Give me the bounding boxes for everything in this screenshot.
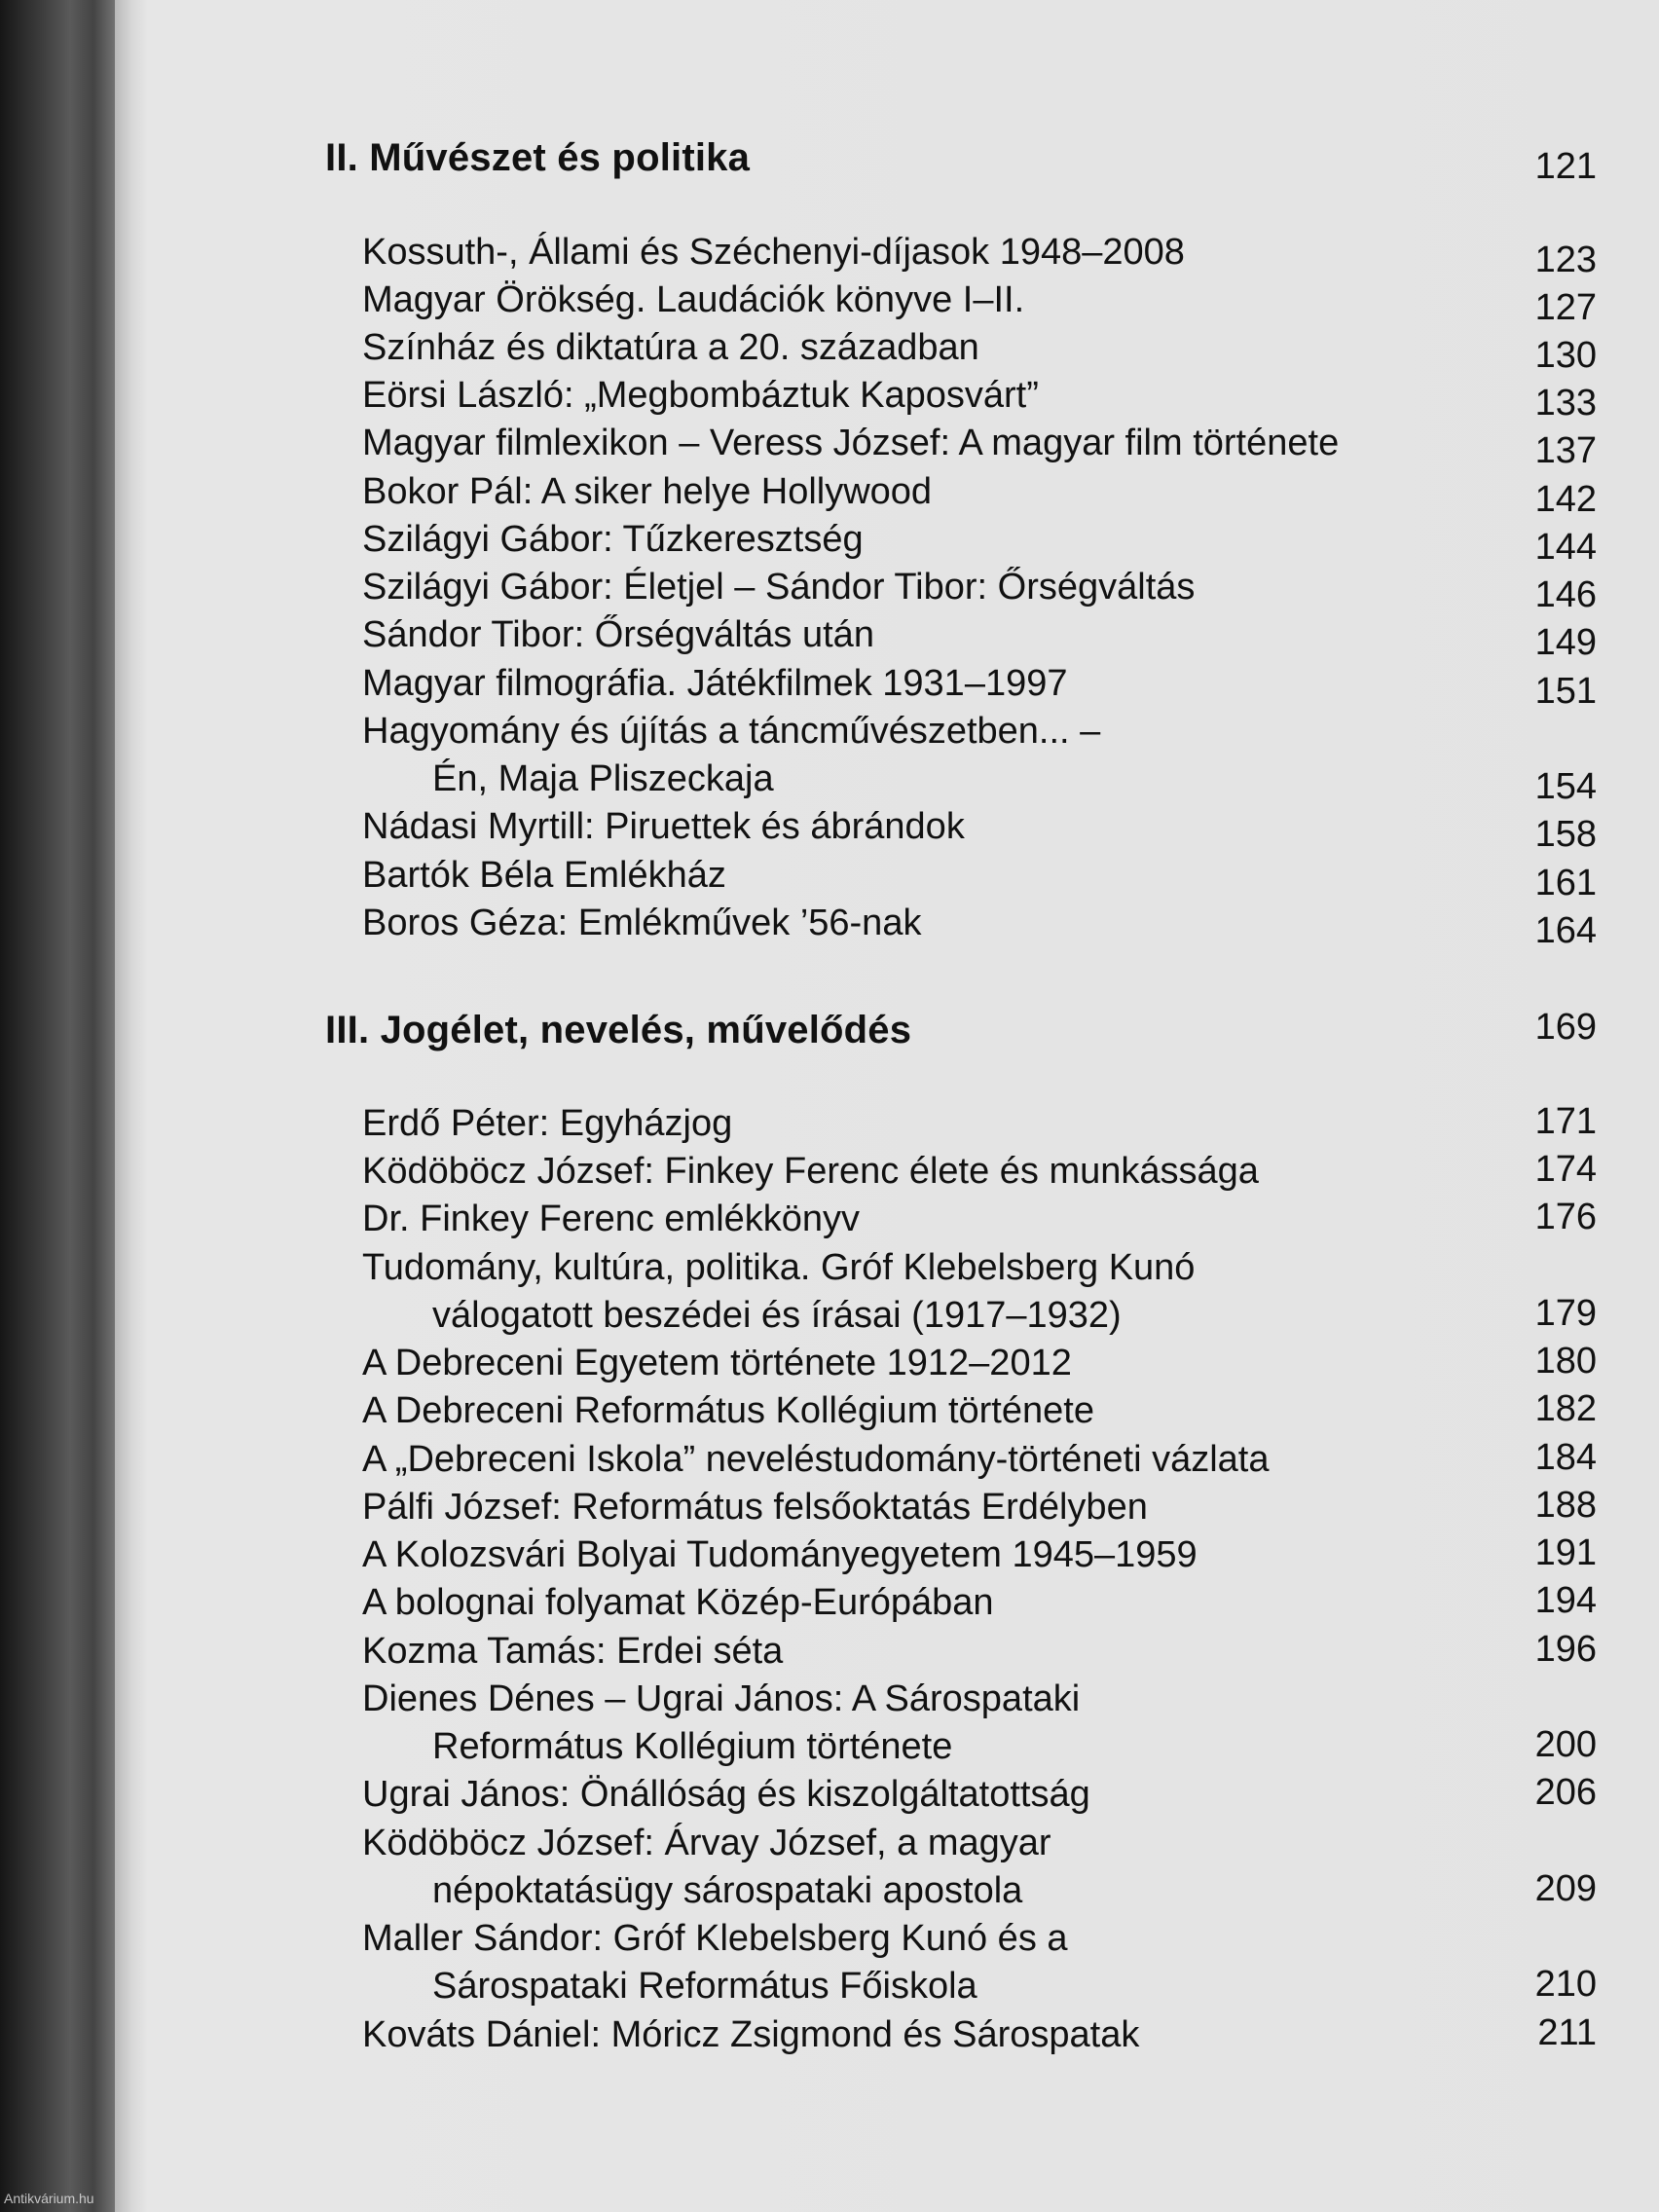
page-number: 171 — [1534, 1101, 1597, 1142]
page-number: 149 — [1534, 622, 1597, 663]
page-number: 133 — [1534, 383, 1597, 424]
page-number: 200 — [1534, 1724, 1597, 1765]
page-number: 180 — [1534, 1341, 1597, 1382]
watermark: Antikvárium.hu — [4, 2191, 94, 2206]
entry-title: A „Debreceni Iskola” neveléstudomány-történeti vázlata — [362, 1439, 1270, 1480]
entry-title: Pálfi József: Református felsőoktatás Erdélyben — [362, 1487, 1148, 1528]
entry-title: Magyar filmográfia. Játékfilmek 1931–1997 — [362, 663, 1068, 704]
entry-title: Tudomány, kultúra, politika. Gróf Klebelsberg Kunó — [362, 1247, 1196, 1288]
entry-title: Kováts Dániel: Móricz Zsigmond és Sárospatak — [362, 2014, 1140, 2055]
entry-continuation: válogatott beszédei és írásai (1917–1932) — [432, 1295, 1122, 1336]
page-number: 154 — [1534, 766, 1597, 807]
entry-continuation: Én, Maja Pliszeckaja — [432, 758, 774, 799]
page-number: 158 — [1534, 814, 1597, 855]
page-number: 206 — [1534, 1772, 1597, 1813]
toc-page — [115, 0, 1659, 2212]
page-number: 184 — [1534, 1437, 1597, 1478]
page-number: 127 — [1534, 287, 1597, 328]
entry-title: A Kolozsvári Bolyai Tudományegyetem 1945–1959 — [362, 1534, 1198, 1575]
page-number: 161 — [1534, 863, 1597, 903]
entry-title: Kozma Tamás: Erdei séta — [362, 1631, 784, 1672]
section-title: II. Művészet és politika — [325, 136, 751, 179]
entry-title: Dienes Dénes – Ugrai János: A Sárospataki — [362, 1678, 1081, 1719]
page-number: 164 — [1534, 910, 1597, 951]
page-number: 182 — [1534, 1388, 1597, 1429]
toc-entry — [115, 897, 1659, 955]
section-title: III. Jogélet, nevelés, művelődés — [325, 1009, 912, 1051]
page-number: 188 — [1534, 1485, 1597, 1526]
page-number: 196 — [1534, 1629, 1597, 1670]
entry-title: Ködöböcz József: Finkey Ferenc élete és munkássága — [362, 1151, 1259, 1192]
page-number: 211 — [1537, 2012, 1597, 2053]
page-number: 209 — [1534, 1868, 1597, 1909]
entry-title: Dr. Finkey Ferenc emlékkönyv — [362, 1198, 861, 1239]
entry-title: Erdő Péter: Egyházjog — [362, 1103, 733, 1144]
entry-title: Maller Sándor: Gróf Klebelsberg Kunó és a — [362, 1918, 1068, 1959]
toc-entry — [115, 2009, 1659, 2067]
page-number: 194 — [1534, 1580, 1597, 1621]
page-number: 151 — [1534, 671, 1597, 712]
section-2-heading — [115, 130, 1659, 189]
page-number: 146 — [1534, 574, 1597, 615]
entry-title: A bolognai folyamat Közép-Európában — [362, 1582, 994, 1623]
entry-title: Hagyomány és újítás a táncművészetben... – — [362, 711, 1101, 752]
page-number: 179 — [1534, 1293, 1597, 1334]
entry-title: Szilágyi Gábor: Tűzkeresztség — [362, 519, 864, 560]
entry-continuation: Sárospataki Református Főiskola — [432, 1966, 977, 2007]
entry-title: Eörsi László: „Megbombáztuk Kaposvárt” — [362, 375, 1039, 416]
page-number: 169 — [1534, 1007, 1597, 1048]
page-number: 176 — [1534, 1197, 1597, 1237]
entry-continuation: népoktatásügy sárospataki apostola — [432, 1870, 1023, 1911]
entry-title: Színház és diktatúra a 20. században — [362, 327, 979, 368]
page-number: 142 — [1534, 479, 1597, 520]
entry-title: Boros Géza: Emlékművek ’56-nak — [362, 903, 922, 943]
entry-title: Szilágyi Gábor: Életjel – Sándor Tibor: Őrségváltás — [362, 567, 1196, 608]
entry-title: Ködöböcz József: Árvay József, a magyar — [362, 1823, 1051, 1863]
entry-title: Magyar Örökség. Laudációk könyve I–II. — [362, 279, 1025, 320]
page-number: 137 — [1534, 430, 1597, 471]
entry-continuation: Református Kollégium története — [432, 1726, 953, 1767]
page-number: 144 — [1534, 527, 1597, 568]
entry-title: Sándor Tibor: Őrségváltás után — [362, 614, 874, 655]
entry-title: Nádasi Myrtill: Piruettek és ábrándok — [362, 806, 965, 847]
entry-title: A Debreceni Egyetem története 1912–2012 — [362, 1343, 1072, 1383]
entry-title: Bokor Pál: A siker helye Hollywood — [362, 471, 933, 512]
book-spine-shadow — [0, 0, 117, 2212]
page-number: 191 — [1534, 1532, 1597, 1573]
page-number: 130 — [1534, 335, 1597, 376]
page-number: 123 — [1534, 240, 1597, 280]
entry-title: A Debreceni Református Kollégium története — [362, 1390, 1094, 1431]
page-number: 121 — [1534, 146, 1597, 187]
page-number: 210 — [1534, 1964, 1597, 2005]
entry-title: Magyar filmlexikon – Veress József: A magyar film története — [362, 423, 1340, 463]
section-3-heading — [115, 1003, 1659, 1061]
page-number: 174 — [1534, 1149, 1597, 1190]
entry-title: Kossuth-, Állami és Széchenyi-díjasok 1948–2008 — [362, 232, 1185, 273]
entry-title: Ugrai János: Önállóság és kiszolgáltatottság — [362, 1774, 1090, 1815]
entry-title: Bartók Béla Emlékház — [362, 855, 726, 896]
